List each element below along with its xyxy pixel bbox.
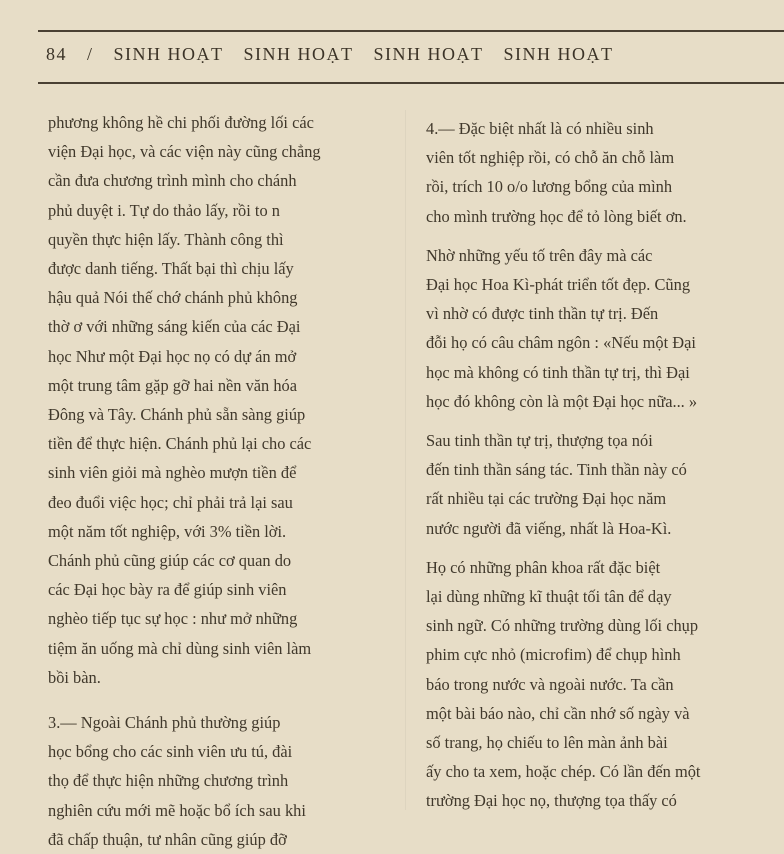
text-line: Đại học Hoa Kì-phát triển tốt đẹp. Cũng (426, 275, 691, 295)
text-line: ấy cho ta xem, hoặc chép. Có lần đến một (426, 762, 701, 782)
text-line: tiệm ăn uống mà chỉ dùng sinh viên làm (48, 638, 312, 658)
running-title-1: SINH HOẠT (113, 44, 224, 64)
text-line: thờ ơ với những sáng kiến của các Đại (48, 317, 301, 337)
text-line: một năm tốt nghiệp, với 3% tiền lời. (48, 521, 287, 541)
text-line: đỗi họ có câu châm ngôn : «Nếu một Đại (426, 333, 696, 353)
text-line: các Đại học bày ra để giúp sinh viên (48, 580, 287, 600)
page-number: 84 (46, 44, 67, 64)
text-line: nghèo tiếp tục sự học : như mở những (48, 609, 298, 629)
text-line: một trung tâm gặp gỡ hai nền văn hóa (48, 375, 298, 395)
right-column (426, 114, 784, 816)
text-line: rất nhiều tại các trường Đại học năm (426, 489, 667, 509)
running-title-2: SINH HOẠT (243, 44, 354, 64)
right-paragraph-2 (426, 241, 784, 416)
text-line: học đó không còn là một Đại học nữa... » (426, 391, 698, 411)
text-line: phim cực nhỏ (microfim) để chụp hình (426, 645, 681, 665)
text-line: bồi bàn. (48, 667, 101, 687)
text-line: đeo đuổi việc học; chỉ phải trả lại sau (48, 492, 293, 512)
text-line: Nhờ những yếu tố trên đây mà các (426, 245, 653, 265)
column-gutter (405, 110, 406, 810)
text-line: báo trong nước và ngoài nước. Ta cần (426, 674, 674, 694)
text-line: Họ có những phân khoa rất đặc biệt (426, 557, 661, 577)
text-line: 4.— Đặc biệt nhất là có nhiều sinh (426, 119, 654, 138)
text-line: thọ để thực hiện những chương trình (48, 771, 289, 791)
header-bottom-rule (38, 82, 784, 84)
text-line: rồi, trích 10 o/o lương bổng của mình (426, 177, 673, 197)
left-paragraph-1 (48, 108, 402, 692)
text-line: số trang, họ chiếu to lên màn ảnh bài (426, 733, 668, 753)
text-line: nước người đã viếng, nhất là Hoa-Kì. (426, 518, 672, 538)
right-paragraph-1 (426, 114, 784, 231)
text-line: lại dùng những kĩ thuật tối tân để dạy (426, 587, 672, 607)
text-line: Đông và Tây. Chánh phủ sẵn sàng giúp (48, 405, 306, 425)
text-line: Chánh phủ cũng giúp các cơ quan do (48, 551, 292, 571)
text-line: được danh tiếng. Thất bại thì chịu lấy (48, 259, 294, 279)
header-separator: / (87, 44, 94, 64)
running-title-3: SINH HOẠT (373, 44, 484, 64)
text-line: tiền để thực hiện. Chánh phủ lại cho các (48, 434, 312, 454)
text-line: đã chấp thuận, tư nhân cũng giúp đỡ (48, 829, 287, 849)
text-line: đến tinh thần sáng tác. Tinh thần này có (426, 460, 687, 480)
text-line: hậu quả Nói thế chớ chánh phủ không (48, 288, 298, 308)
left-paragraph-2 (48, 708, 402, 854)
running-title-4: SINH HOẠT (503, 44, 614, 64)
text-line: sinh ngữ. Có những trường dùng lối chụp (426, 616, 699, 636)
right-paragraph-3 (426, 426, 784, 543)
text-line: nghiên cứu mới mẽ hoặc bổ ích sau khi (48, 800, 306, 820)
text-line: cho mình trường học để tỏ lòng biết ơn. (426, 206, 687, 226)
text-line: học Như một Đại học nọ có dự án mở (48, 346, 297, 366)
text-line: Sau tinh thần tự trị, thượng tọa nói (426, 431, 653, 451)
text-line: một bài báo nào, chỉ cần nhớ số ngày và (426, 703, 690, 723)
text-line: viên tốt nghiệp rồi, có chỗ ăn chỗ làm (426, 148, 675, 168)
left-column (48, 108, 402, 854)
right-paragraph-4 (426, 553, 784, 816)
text-line: học mà không có tinh thần tự trị, thì Đại (426, 362, 690, 382)
text-line: viện Đại học, và các viện này cũng chẳng (48, 142, 321, 162)
text-line: trường Đại học nọ, thượng tọa thấy có (426, 791, 677, 811)
text-line: vì nhờ có được tinh thần tự trị. Đến (426, 304, 659, 324)
header-top-rule (38, 30, 784, 32)
text-line: phương không hề chi phối đường lối các (48, 113, 314, 132)
text-line: quyền thực hiện lấy. Thành công thì (48, 229, 284, 249)
text-line: 3.— Ngoài Chánh phủ thường giúp (48, 713, 281, 733)
text-line: học bổng cho các sinh viên ưu tú, đài (48, 742, 293, 762)
running-header (46, 44, 784, 72)
text-line: sinh viên giỏi mà nghèo mượn tiền để (48, 463, 297, 483)
text-line: cần đưa chương trình mình cho chánh (48, 171, 297, 191)
text-line: phủ duyệt i. Tự do thảo lấy, rồi to n (48, 200, 280, 220)
